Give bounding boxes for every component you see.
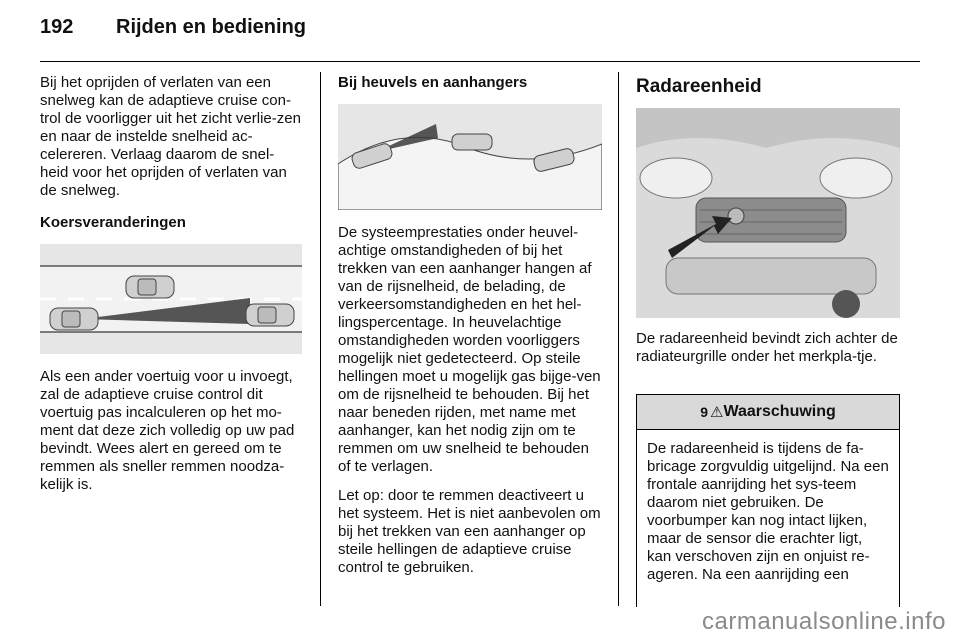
warning-header	[637, 395, 899, 430]
watermark: carmanualsonline.info	[702, 608, 946, 635]
column-2	[338, 74, 604, 588]
hills-illustration	[338, 104, 602, 210]
wheel-icon	[832, 290, 860, 318]
lane-change-paragraph: Als een ander voertuig voor u invoegt, zal de adaptieve cruise control dit voertuig pas incalculeren op het mo-ment dat deze zich volledig op uw pad bevindt. Wees alert en gereed om te remmen als sneller remmen noodza-kelijk is.	[40, 368, 295, 493]
right-headlight	[820, 158, 892, 198]
left-headlight	[640, 158, 712, 198]
warning-title: Waarschuwing	[723, 403, 836, 420]
radar-unit-illustration	[636, 108, 900, 318]
warning-box	[636, 394, 900, 607]
page-title: Rijden en bediening	[116, 16, 307, 38]
page-header	[40, 16, 306, 46]
hills-paragraph-2: Let op: door te remmen deactiveert u het systeem. Het is niet aanbevolen om bij het trekken van een aanhanger op steile hellingen de adaptieve cruise control te gebruiken.	[338, 487, 601, 576]
car-on-hill-2-icon	[452, 134, 492, 150]
own-car-icon	[50, 308, 98, 330]
warning-triangle-glyph: ⚠	[710, 404, 724, 421]
page-number: 192	[40, 16, 74, 38]
radar-unit-paragraph: De radareenheid bevindt zich achter de radiateurgrille onder het merkpla-tje.	[636, 330, 898, 365]
merging-car-icon	[126, 276, 174, 298]
front-bumper	[666, 258, 876, 294]
hills-paragraph-1: De systeemprestaties onder heuvel-achtige omstandigheden of bij het trekken van een aanhanger hangen af van de rijsnelheid, de belading, de verkeersomstandigheden en het hel-lingspercentage. In heuvelachtige omstandigheden worden voorliggers mogelijk niet gedetecteerd. Op steile hellingen moet u mogelijk gas bijge-ven om de rijsnelheid te behouden. Bij het naar beneden rijden, met name met aanhanger, kan het nodig zijn om te remmen om uw snelheid te behouden of te verlagen.	[338, 224, 601, 475]
lane-change-illustration	[40, 244, 302, 354]
column-3	[636, 74, 900, 377]
column-divider-1	[320, 72, 321, 606]
warning-text: De radareenheid is tijdens de fa-bricage zorgvuldig uitgelijnd. Na een frontale aanrijding het sys-teem daarom niet gebruiken. De voorbumper kan nog intact lijken, maar de sensor die erachter ligt, kan verschoven zijn en onjuist re-ageren. Na een aanrijding een	[647, 440, 889, 583]
intro-paragraph: Bij het oprijden of verlaten van een snelweg kan de adaptieve cruise con-trol de voorligger uit het zicht verlie-zen en naar de instelde snelheid ac-celereren. Verlaag daarom de snel-heid voor het oprijden of verlaten van de snelweg.	[40, 74, 301, 199]
warning-triangle-icon: 9	[700, 404, 709, 420]
column-1	[40, 74, 302, 505]
column-divider-2	[618, 72, 619, 606]
lane-change-heading: Koersveranderingen	[40, 214, 186, 231]
header-rule	[40, 61, 920, 62]
radar-unit-heading: Radareenheid	[636, 76, 762, 97]
hills-trailers-heading: Bij heuvels en aanhangers	[338, 74, 528, 91]
lead-car-icon	[246, 304, 294, 326]
radar-sensor-icon	[728, 208, 744, 224]
